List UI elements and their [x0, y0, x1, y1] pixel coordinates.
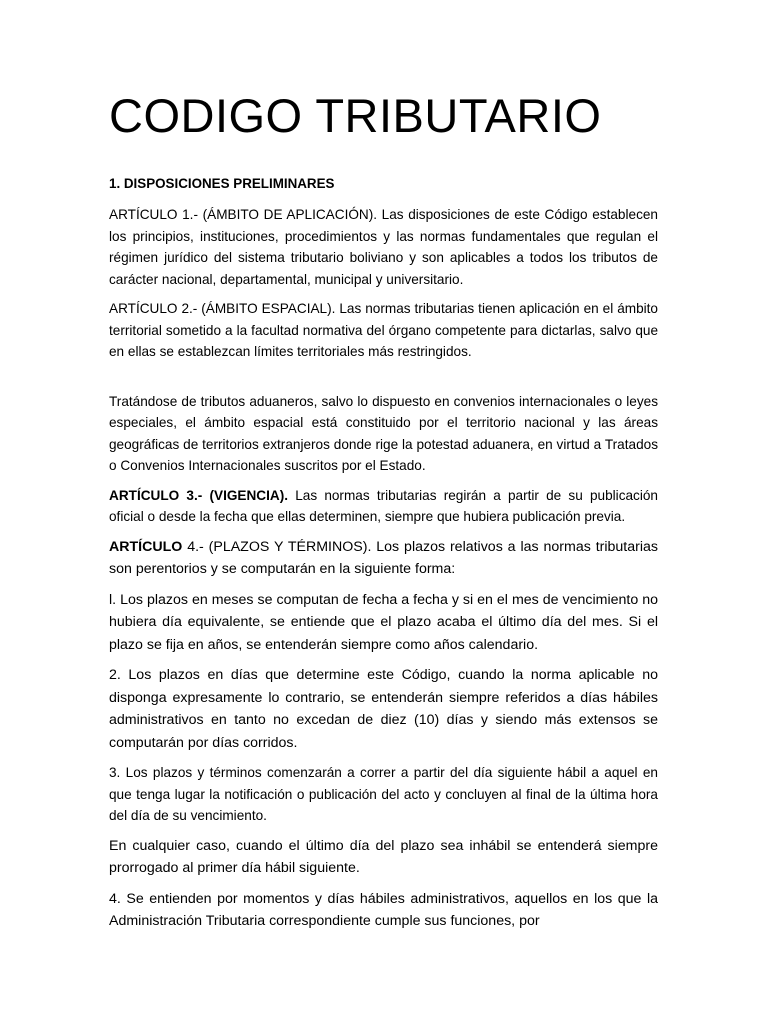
document-body — [109, 204, 658, 941]
article-3-paragraph — [109, 485, 658, 528]
article-3-text: Las normas tributarias regirán a partir de su publicación oficial o desde la fecha que ellas determinen, siempre que hubiera publicación previa. — [109, 487, 658, 524]
article-3-label: ARTÍCULO 3.- (VIGENCIA). — [109, 487, 289, 503]
article-4-item-3-note: En cualquier caso, cuando el último día del plazo sea inhábil se entenderá siempre prorrogado al primer día hábil siguiente. — [109, 837, 658, 876]
article-4-item-1: l. Los plazos en meses se computan de fecha a fecha y si en el mes de vencimiento no hubiera día equivalente, se entiende que el plazo acaba el último día del mes. Si el plazo se fija en años, se entenderán siempre como años calendario. — [109, 591, 658, 653]
article-1-paragraph: ARTÍCULO 1.- (ÁMBITO DE APLICACIÓN). Las disposiciones de este Código establecen los principios, instituciones, procedimientos y las normas fundamentales que regulan el régimen jurídico del sistema tributario boliviano y son aplicables a todos los tributos de carácter nacional, departamental, municipal y universitario. — [109, 207, 658, 287]
article-4-label: ARTÍCULO — [109, 538, 183, 555]
document-title: CODIGO TRIBUTARIO — [109, 89, 602, 142]
article-4-item-4: 4. Se entienden por momentos y días hábiles administrativos, aquellos en los que la Administración Tributaria correspondiente cumple sus funciones, por — [109, 890, 658, 929]
section-heading: 1. DISPOSICIONES PRELIMINARES — [109, 176, 335, 191]
article-2-paragraph: ARTÍCULO 2.- (ÁMBITO ESPACIAL). Las normas tributarias tienen aplicación en el ámbito territorial sometido a la facultad normativa del órgano competente para dictarlas, salvo que en ellas se establezcan límites territoriales más restringidos. — [109, 301, 658, 359]
article-2-customs-paragraph: Tratándose de tributos aduaneros, salvo lo dispuesto en convenios internacionales o leyes especiales, el ámbito espacial está constituido por el territorio nacional y las áreas geográficas de territorios extranjeros donde rige la potestad aduanera, en virtud a Tratados o Convenios Internacionales suscritos por el Estado. — [109, 393, 658, 473]
article-4-item-2: 2. Los plazos en días que determine este Código, cuando la norma aplicable no disponga expresamente lo contrario, se entenderán siempre referidos a días hábiles administrativos en tanto no excedan de diez (10) días y siendo más extensos se computarán por días corridos. — [109, 667, 658, 751]
document-page — [109, 0, 658, 1024]
article-4-paragraph — [109, 536, 658, 581]
article-4-item-3: 3. Los plazos y términos comenzarán a correr a partir del día siguiente hábil a aquel en que tenga lugar la notificación o publicación del acto y concluyen al final de la última hora del día de su vencimiento. — [109, 765, 658, 823]
article-4-text: 4.- (PLAZOS Y TÉRMINOS). Los plazos relativos a las normas tributarias son perentorios y se computarán en la siguiente forma: — [109, 538, 658, 577]
